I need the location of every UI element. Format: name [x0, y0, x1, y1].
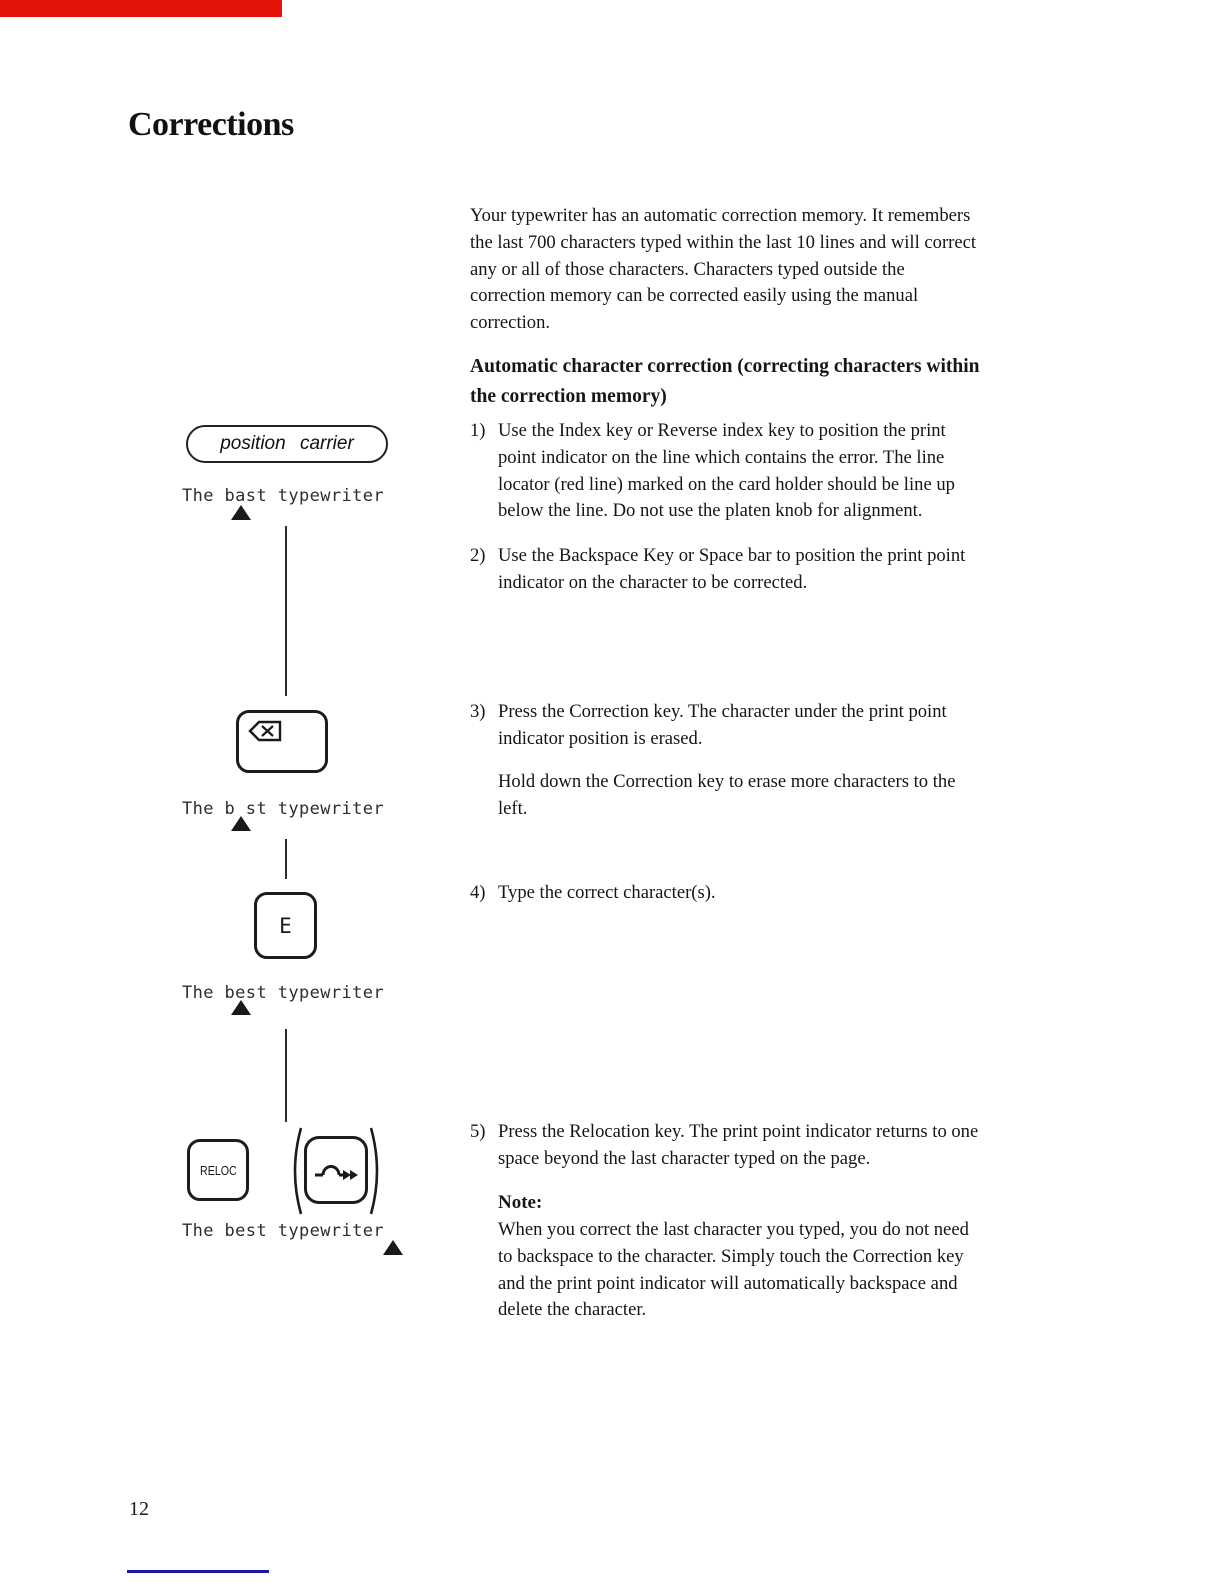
page-number: 12 [129, 1498, 149, 1520]
step-number-5: 5) [470, 1121, 486, 1142]
footer-rule [127, 1570, 269, 1573]
position-carrier-badge [186, 425, 388, 463]
relocation-arrow-icon [313, 1155, 359, 1185]
print-point-indicator-icon [231, 816, 251, 831]
step-text-3-extra: Hold down the Correction key to erase more characters to the left. [498, 771, 956, 819]
step-text-3: Press the Correction key. The character under the print point indicator position is erased. [498, 701, 947, 749]
typed-sample-erased: The b st typewriter [182, 799, 385, 819]
note-label: Note: [498, 1192, 543, 1213]
print-point-indicator-icon [231, 505, 251, 520]
position-carrier-label: position carrier [220, 433, 354, 454]
step-text-2: Use the Backspace Key or Space bar to position the print point indicator on the character to be corrected. [498, 545, 966, 593]
character-key-e [254, 892, 317, 959]
print-point-indicator-icon [383, 1240, 403, 1255]
note-text: When you correct the last character you typed, you do not need to backspace to the character. Simply touch the Correction key and the print point indicator will automatically backspace and delete the character. [498, 1219, 969, 1321]
step-number-4: 4) [470, 882, 486, 903]
step-number-1: 1) [470, 420, 486, 441]
parenthesis-right [368, 1126, 384, 1216]
step-text-4: Type the correct character(s). [498, 882, 716, 903]
leader-line [285, 526, 287, 696]
page-title: Corrections [128, 106, 294, 143]
step-number-2: 2) [470, 545, 486, 566]
red-accent-bar [0, 0, 282, 17]
leader-line [285, 839, 287, 879]
typed-sample-relocated: The best typewriter [182, 1221, 385, 1241]
backspace-icon [248, 720, 282, 742]
step-text-5: Press the Relocation key. The print point indicator returns to one space beyond the last character typed on the page. [498, 1121, 979, 1169]
reloc-key-label: RELOC [199, 1162, 237, 1178]
leader-line [285, 1029, 287, 1122]
step-text-1: Use the Index key or Reverse index key to position the print point indicator on the line which contains the error. The line locator (red line) marked on the card holder should be line up below the line. Do not use the platen knob for alignment. [498, 420, 955, 522]
relocation-key-alternate [304, 1136, 368, 1204]
correction-key [236, 710, 328, 773]
typed-sample-corrected: The best typewriter [182, 983, 385, 1003]
reloc-key [187, 1139, 249, 1201]
print-point-indicator-icon [231, 1000, 251, 1015]
parenthesis-left [288, 1126, 304, 1216]
intro-paragraph: Your typewriter has an automatic correction memory. It remembers the last 700 characters typed within the last 10 lines and will correct any or all of those characters. Characters typed outside the correction memory can be corrected easily using the manual correction. [470, 205, 977, 334]
step-number-3: 3) [470, 701, 486, 722]
e-key-label: E [279, 913, 292, 938]
typed-sample-before: The bast typewriter [182, 486, 385, 506]
section-heading: Automatic character correction (correcting characters within the correction memory) [470, 356, 980, 407]
